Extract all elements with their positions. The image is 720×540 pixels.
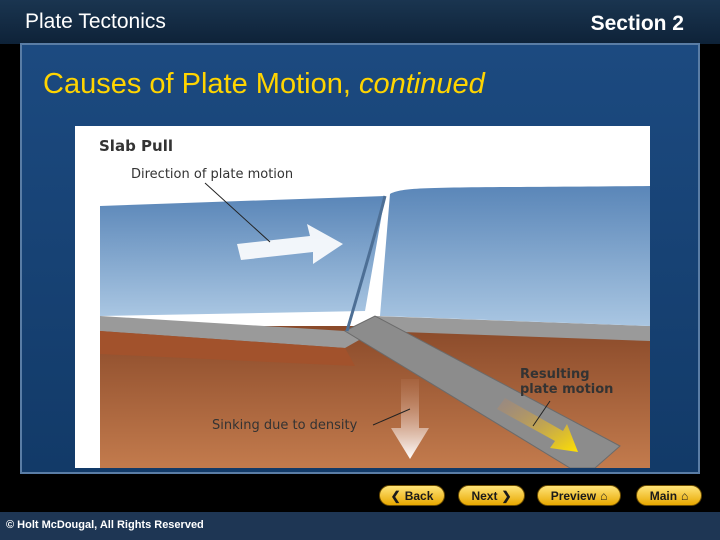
next-label: Next [471,488,498,503]
slab-pull-diagram [75,126,650,468]
back-button[interactable] [379,485,445,506]
label-resulting-line2: plate motion [520,382,614,397]
chevron-left-icon: ❮ [390,488,401,503]
ocean-right [380,186,650,326]
home-icon: ⌂ [600,488,608,503]
slide-title-main: Causes of Plate Motion, [43,68,359,100]
footer-bar [0,512,720,540]
figure-title: Slab Pull [99,137,173,155]
chevron-right-icon: ❯ [501,488,512,503]
label-direction: Direction of plate motion [131,167,294,182]
label-resulting-line1: Resulting [520,367,590,382]
main-label: Main [649,488,678,503]
next-button[interactable] [458,485,525,506]
label-sinking: Sinking due to density [212,418,358,433]
slab-pull-figure [75,126,650,468]
slide-title-italic: continued [358,68,485,100]
back-label: Back [404,488,434,503]
chapter-title: Plate Tectonics [25,10,166,33]
main-button[interactable] [636,485,702,506]
preview-button[interactable] [537,485,621,506]
home-icon: ⌂ [681,488,689,503]
section-label: Section 2 [590,12,684,35]
preview-label: Preview [550,488,597,503]
header-bar [0,0,720,44]
copyright-text: © Holt McDougal, All Rights Reserved [6,519,204,531]
slide-title [43,68,485,101]
